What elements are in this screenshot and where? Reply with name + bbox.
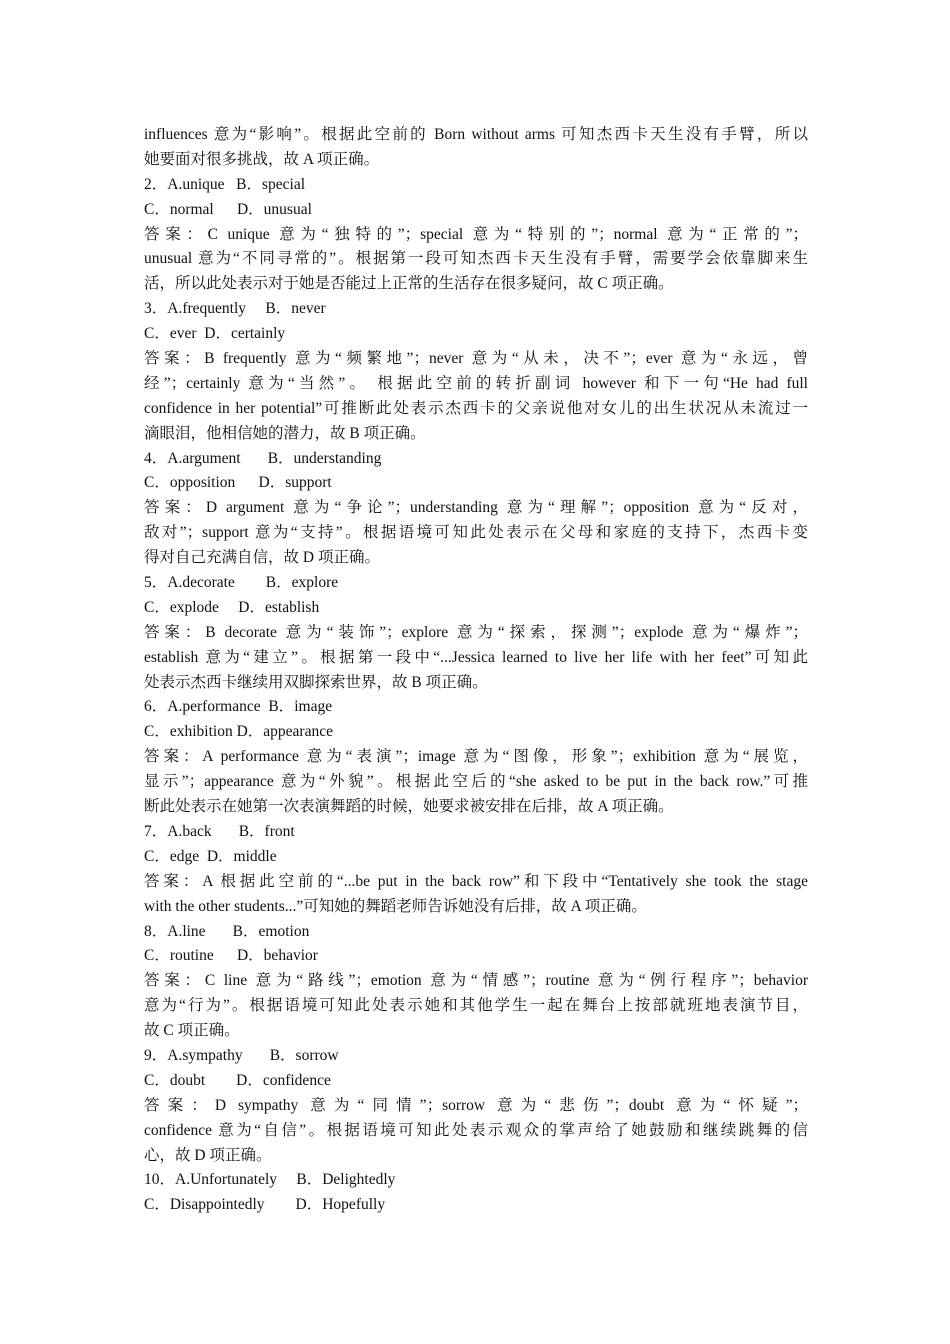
text-line: confidence in her potential”可推断此处表示杰西卡的父亲说他对女儿的出生状况从未流过一 (144, 399, 808, 417)
question-options: 10．A.Unfortunately B．Delightedly (144, 1171, 396, 1189)
answer-line: 答案：A performance 意为“表演”；image 意为“图像，形象”；exhibition 意为“展览， (144, 748, 808, 766)
question-options: 3．A.frequently B．never (144, 300, 326, 318)
question-options: 8．A.line B．emotion (144, 922, 310, 940)
text-line: 处表示杰西卡继续用双脚探索世界，故 B 项正确。 (144, 673, 488, 691)
text-line: 经”；certainly 意为“当然”。 根据此空前的转折副词 however 和下一句“He had full (144, 374, 808, 392)
question-options: C．Disappointedly D．Hopefully (144, 1196, 386, 1214)
text-line: establish 意为“建立”。根据第一段中“...Jessica learned to live her life with her feet”可知此 (144, 648, 808, 666)
text-line: confidence 意为“自信”。根据语境可知此处表示观众的掌声给了她鼓励和继续跳舞的信 (144, 1121, 808, 1139)
question-options: C．exhibition D．appearance (144, 723, 333, 741)
text-line: 意为“行为”。根据语境可知此处表示她和其他学生一起在舞台上按部就班地表演节目， (144, 997, 808, 1015)
text-line: 断此处表示在她第一次表演舞蹈的时候，她要求被安排在后排，故 A 项正确。 (144, 798, 674, 816)
answer-line: 答案：C line 意为“路线”；emotion 意为“情感”；routine 意为“例行程序”；behavior (144, 972, 808, 990)
answer-line: 答案：D sympathy 意为“同情”；sorrow 意为“悲伤”；doubt 意为“怀疑”； (144, 1096, 808, 1114)
text-line: 敌对”；support 意为“支持”。根据语境可知此处表示在父母和家庭的支持下，杰西卡变 (144, 524, 808, 542)
answer-line: 答案：C unique 意为“独特的”；special 意为“特别的”；normal 意为“正常的”； (144, 225, 808, 243)
text-line: 活，所以此处表示对于她是否能过上正常的生活存在很多疑问，故 C 项正确。 (144, 275, 674, 293)
document-body (144, 123, 808, 1218)
answer-line: 答案：B decorate 意为“装饰”；explore 意为“探索，探测”；explode 意为“爆炸”； (144, 623, 808, 641)
question-options: C．edge D．middle (144, 847, 277, 865)
question-options: C．doubt D．confidence (144, 1071, 331, 1089)
question-options: 6．A.performance B．image (144, 698, 333, 716)
answer-line: 答案：D argument 意为“争论”；understanding 意为“理解”；opposition 意为“反对， (144, 499, 808, 517)
question-options: 7．A.back B．front (144, 822, 295, 840)
question-options: C．routine D．behavior (144, 947, 318, 965)
text-line: 滴眼泪，他相信她的潜力，故 B 项正确。 (144, 424, 426, 442)
text-line: 她要面对很多挑战，故 A 项正确。 (144, 150, 380, 168)
text-line: 得对自己充满自信，故 D 项正确。 (144, 549, 380, 567)
text-line: influences 意为“影响”。根据此空前的 Born without arms 可知杰西卡天生没有手臂，所以 (144, 126, 808, 143)
question-options: C．ever D．certainly (144, 325, 286, 343)
text-line: 故 C 项正确。 (144, 1022, 240, 1040)
question-options: C．opposition D．support (144, 474, 332, 492)
answer-line: 答案：B frequently 意为“频繁地”；never 意为“从未，决不”；ever 意为“永远，曾 (144, 350, 808, 368)
text-line: with the other students...”可知她的舞蹈老师告诉她没有后排，故 A 项正确。 (144, 897, 647, 915)
question-options: C．normal D．unusual (144, 200, 312, 218)
question-options: 5．A.decorate B．explore (144, 574, 339, 592)
question-options: 9．A.sympathy B．sorrow (144, 1046, 339, 1064)
answer-line: 答案：A 根据此空前的“...be put in the back row”和下段中“Tentatively she took the stage (144, 872, 808, 890)
question-options: C．explode D．establish (144, 598, 320, 616)
text-line: unusual 意为“不同寻常的”。根据第一段可知杰西卡天生没有手臂，需要学会依靠脚来生 (144, 250, 808, 268)
question-options: 2．A.unique B．special (144, 175, 306, 193)
text-line: 心，故 D 项正确。 (144, 1146, 272, 1164)
text-line: 显示”；appearance 意为“外貌”。根据此空后的“she asked to be put in the back row.”可推 (144, 773, 808, 791)
question-options: 4．A.argument B．understanding (144, 449, 382, 467)
